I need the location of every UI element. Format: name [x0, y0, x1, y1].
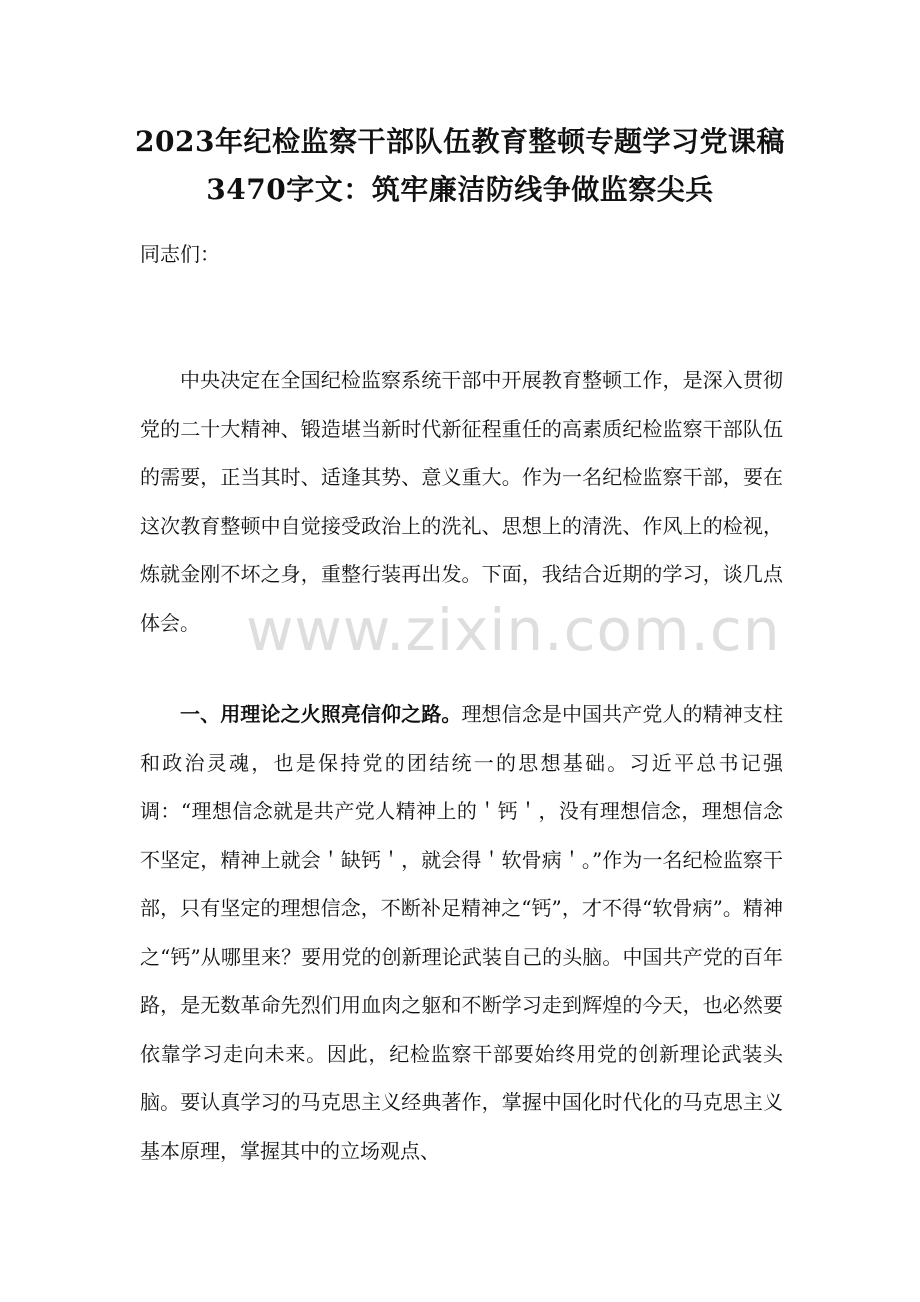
document-title — [120, 118, 800, 214]
paragraph-intro — [140, 356, 783, 647]
title-line-2: 3470字文：筑牢廉洁防线争做监察尖兵 — [206, 173, 714, 206]
paragraph-text: 理想信念是中国共产党人的精神支柱和政治灵魂，也是保持党的团结统一的思想基础。习近平总书记强调：“理想信念就是共产党人精神上的＇钙＇，没有理想信念，理想信念不坚定，精神上就会＇缺钙＇，就会得＇软骨病＇。”作为一名纪检监察干部，只有坚定的理想信念，不断补足精神之“钙”，才不得“软骨病”。精神之“钙”从哪里来？要用党的创新理论武装自己的头脑。中国共产党的百年路，是无数革命先烈们用血肉之躯和不断学习走到辉煌的今天，也必然要依靠学习走向未来。因此，纪检监察干部要始终用党的创新理论武装头脑。要认真学习的马克思主义经典著作，掌握中国化时代化的马克思主义基本原理，掌握其中的立场观点、 — [140, 702, 784, 1163]
watermark: www.zixin.com.cn — [246, 596, 781, 664]
paragraph-section-1 — [140, 690, 783, 1175]
paragraph-text: 中央决定在全国纪检监察系统干部中开展教育整顿工作，是深入贯彻党的二十大精神、锻造堪当新时代新征程重任的高素质纪检监察干部队伍的需要，正当其时、适逢其势、意义重大。作为一名纪检监察干部，要在这次教育整顿中自觉接受政治上的洗礼、思想上的清洗、作风上的检视，炼就金刚不坏之身，重整行装再出发。下面，我结合近期的学习，谈几点体会。 — [140, 368, 783, 635]
salutation: 同志们： — [140, 242, 220, 266]
title-line-1: 2023年纪检监察干部队伍教育整顿专题学习党课稿 — [135, 125, 785, 158]
section-heading: 一、用理论之火照亮信仰之路。 — [180, 702, 462, 726]
